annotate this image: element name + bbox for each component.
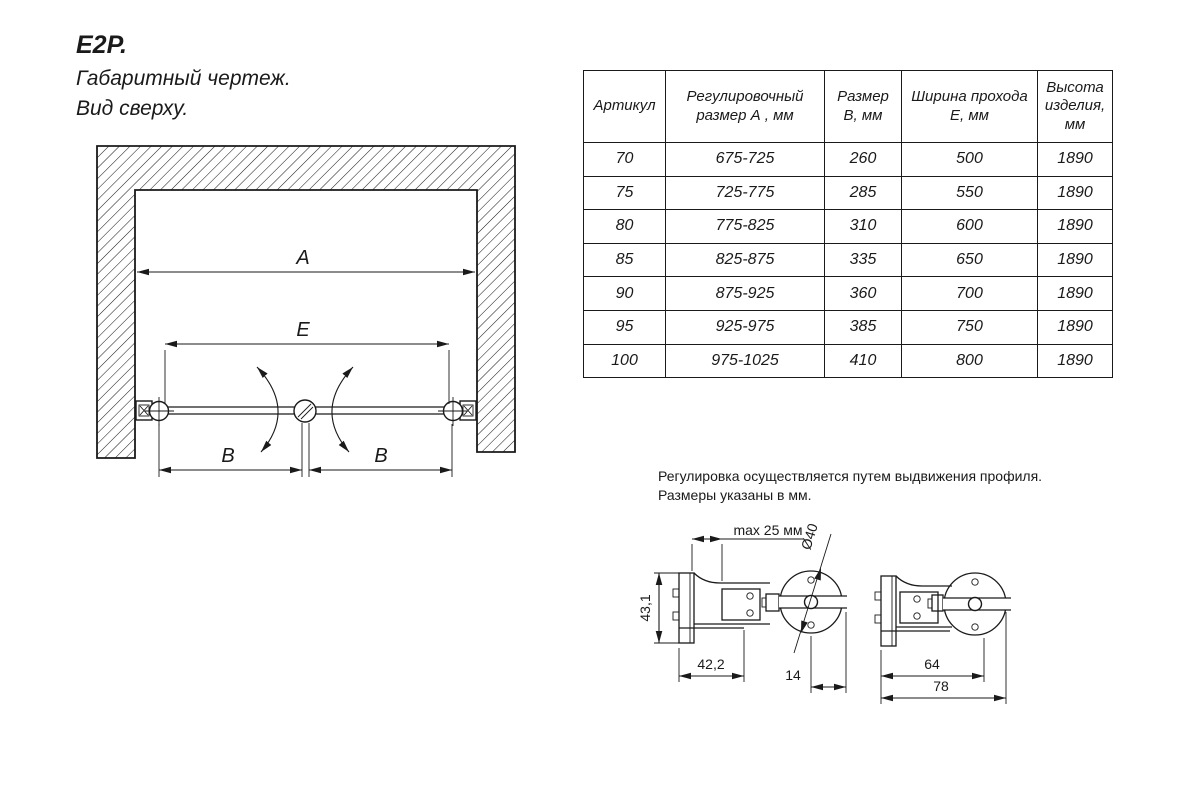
dim-43-label: 43,1 <box>637 594 653 622</box>
table-cell: 975-1025 <box>666 344 825 378</box>
table-cell: 95 <box>584 310 666 344</box>
table-cell: 725-775 <box>666 176 825 210</box>
table-cell: 700 <box>902 277 1038 311</box>
dim-a-label: A <box>296 247 310 269</box>
dimension-a <box>137 247 475 272</box>
table-cell: 775-825 <box>666 210 825 244</box>
table-cell: 1890 <box>1038 344 1113 378</box>
left-wall-bracket <box>136 397 174 426</box>
dim-d40-label: Ø40 <box>797 521 821 552</box>
col-header-width-e: Ширина прохода Е, мм <box>902 71 1038 143</box>
table-cell: 750 <box>902 310 1038 344</box>
dimension-b-right <box>309 423 452 477</box>
table-cell: 335 <box>825 243 902 277</box>
dimension-b-left <box>159 423 302 477</box>
title-block <box>76 30 291 124</box>
col-header-size-a: Регулировочный размер А , мм <box>666 71 825 143</box>
col-header-articul: Артикул <box>584 71 666 143</box>
table-cell: 1890 <box>1038 310 1113 344</box>
table-cell: 1890 <box>1038 176 1113 210</box>
table-cell: 675-725 <box>666 143 825 177</box>
profile-detail-extended <box>637 521 849 693</box>
profile-detail-retracted <box>875 573 1011 704</box>
table-cell: 75 <box>584 176 666 210</box>
dim-14-label: 14 <box>785 667 801 683</box>
table-header-row <box>584 71 1113 143</box>
table-cell: 360 <box>825 277 902 311</box>
table-row <box>584 210 1113 244</box>
table-cell: 80 <box>584 210 666 244</box>
table-row <box>584 243 1113 277</box>
col-header-size-b: Размер В, мм <box>825 71 902 143</box>
table-cell: 1890 <box>1038 143 1113 177</box>
col-header-height: Высота изделия, мм <box>1038 71 1113 143</box>
table-cell: 260 <box>825 143 902 177</box>
center-pivot <box>294 400 316 422</box>
dim-42-label: 42,2 <box>697 656 725 672</box>
table-row <box>584 143 1113 177</box>
table-row <box>584 344 1113 378</box>
table-cell: 825-875 <box>666 243 825 277</box>
table-cell: 875-925 <box>666 277 825 311</box>
model-name: E2P. <box>76 31 127 59</box>
table-cell: 90 <box>584 277 666 311</box>
table-row <box>584 310 1113 344</box>
table-cell: 70 <box>584 143 666 177</box>
table-cell: 500 <box>902 143 1038 177</box>
view-type: Вид сверху. <box>76 97 189 120</box>
dim-max25-label: max 25 мм <box>733 522 803 538</box>
table-row <box>584 277 1113 311</box>
note-line-2: Размеры указаны в мм. <box>658 487 812 503</box>
table-cell: 1890 <box>1038 210 1113 244</box>
table-cell: 100 <box>584 344 666 378</box>
table-cell: 310 <box>825 210 902 244</box>
spec-table <box>583 70 1113 378</box>
dim-e-label: E <box>296 319 310 341</box>
table-cell: 600 <box>902 210 1038 244</box>
dim-78-label: 78 <box>933 678 949 694</box>
table-row <box>584 176 1113 210</box>
notes-block <box>658 467 1042 505</box>
table-cell: 85 <box>584 243 666 277</box>
note-line-1: Регулировка осуществляется путем выдвижения профиля. <box>658 468 1043 484</box>
door-assembly <box>136 397 476 426</box>
table-cell: 650 <box>902 243 1038 277</box>
dim-64-label: 64 <box>924 656 940 672</box>
dim-b-right-label: B <box>374 445 388 467</box>
table-cell: 410 <box>825 344 902 378</box>
table-header <box>584 71 1113 143</box>
table-cell: 285 <box>825 176 902 210</box>
table-cell: 550 <box>902 176 1038 210</box>
table-cell: 800 <box>902 344 1038 378</box>
dim-b-left-label: B <box>221 445 235 467</box>
dimension-e <box>165 319 449 404</box>
table-cell: 925-975 <box>666 310 825 344</box>
drawing-type: Габаритный чертеж. <box>76 67 291 90</box>
table-cell: 385 <box>825 310 902 344</box>
table-cell: 1890 <box>1038 277 1113 311</box>
right-wall-bracket <box>438 397 476 426</box>
table-body <box>584 143 1113 378</box>
table-cell: 1890 <box>1038 243 1113 277</box>
